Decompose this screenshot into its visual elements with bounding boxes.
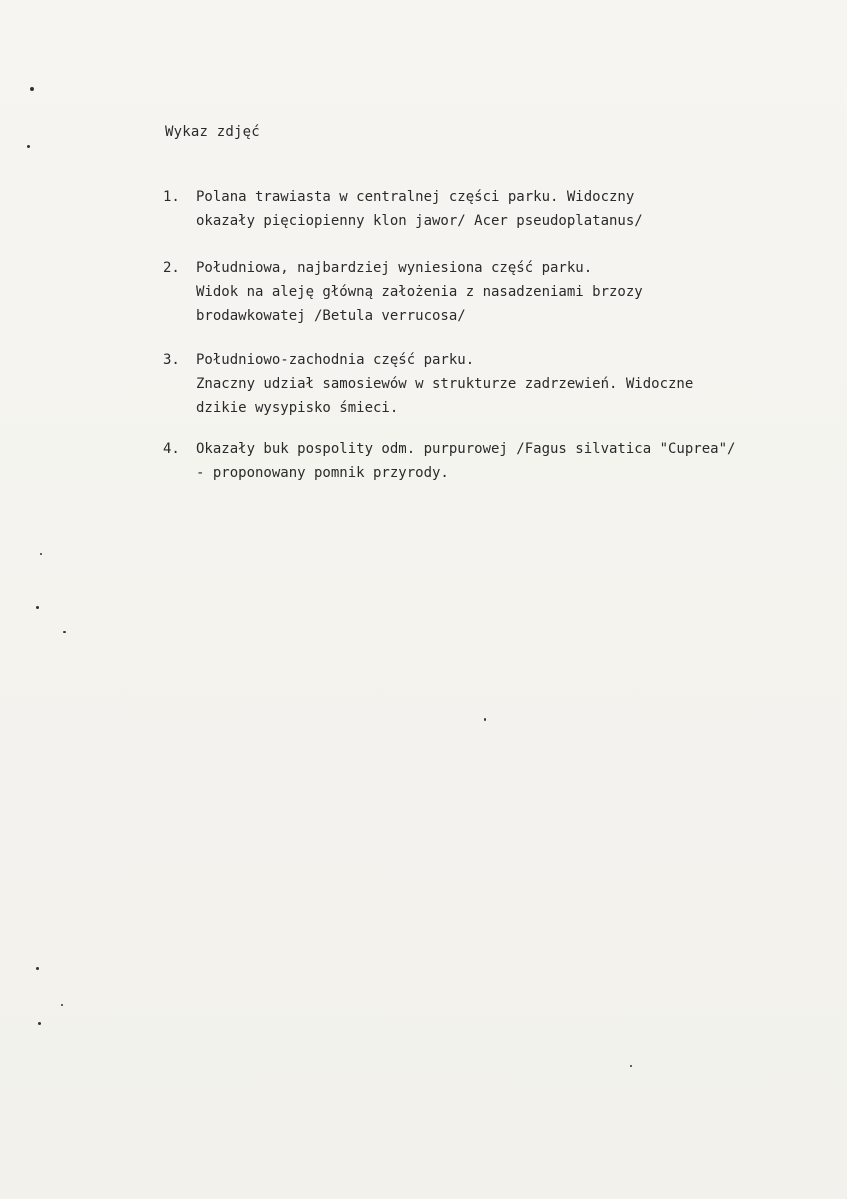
list-item — [163, 348, 693, 420]
item-text-line: Widok na aleję główną założenia z nasadzeniami brzozy — [196, 284, 643, 300]
scan-speck — [630, 1065, 632, 1067]
item-text-line: Południowa, najbardziej wyniesiona część parku. — [196, 260, 593, 276]
item-number: 2. — [163, 260, 180, 276]
scan-speck — [61, 1004, 63, 1006]
item-text-line: brodawkowatej /Betula verrucosa/ — [196, 308, 466, 324]
item-number: 3. — [163, 352, 180, 368]
scan-speck — [38, 1022, 41, 1025]
scan-speck — [63, 631, 66, 633]
item-text-line: Okazały buk pospolity odm. purpurowej /Fagus silvatica "Cuprea"/ — [196, 441, 736, 457]
item-text-line: Południowo-zachodnia część parku. — [196, 352, 475, 368]
item-text-line: - proponowany pomnik przyrody. — [196, 465, 449, 481]
scan-speck — [36, 967, 39, 970]
item-number: 1. — [163, 189, 180, 205]
scan-speck — [40, 553, 42, 555]
scan-speck — [30, 87, 34, 91]
item-text-line: Polana trawiasta w centralnej części parku. Widoczny — [196, 189, 635, 205]
item-text-line: dzikie wysypisko śmieci. — [196, 400, 399, 416]
list-item — [163, 256, 643, 328]
item-number: 4. — [163, 441, 180, 457]
item-text-line: Znaczny udział samosiewów w strukturze zadrzewień. Widoczne — [196, 376, 694, 392]
scan-speck — [484, 718, 486, 721]
item-text-line: okazały pięciopienny klon jawor/ Acer pseudoplatanus/ — [196, 213, 643, 229]
document-title: Wykaz zdjęć — [165, 124, 260, 140]
scan-speck — [27, 145, 30, 148]
list-item — [163, 437, 735, 485]
list-item — [163, 185, 643, 233]
scan-speck — [36, 606, 39, 609]
